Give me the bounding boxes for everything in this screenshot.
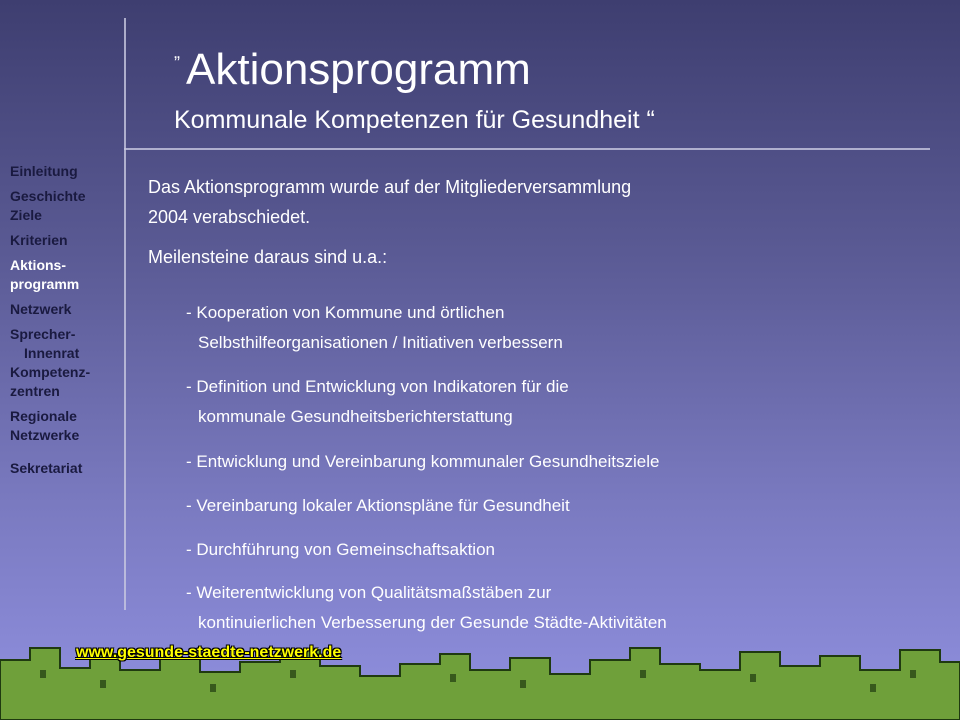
bullet-line-2: Selbsthilfeorganisationen / Initiativen verbessern bbox=[198, 333, 563, 352]
bullet-line-1: - Entwicklung und Vereinbarung kommunaler Gesundheitsziele bbox=[186, 452, 660, 471]
bullet-line-2: kontinuierlichen Verbesserung der Gesunde Städte-Aktivitäten bbox=[198, 613, 667, 632]
horizontal-divider bbox=[124, 148, 930, 150]
nav-item-kompetenz[interactable]: Kompetenz- bbox=[10, 364, 91, 380]
bullet-item bbox=[186, 578, 667, 638]
bullet-line-1: - Durchführung von Gemeinschaftsaktion bbox=[186, 540, 495, 559]
intro-line-1: Das Aktionsprogramm wurde auf der Mitgliederversammlung bbox=[148, 177, 632, 197]
bullet-line-1: - Weiterentwicklung von Qualitätsmaßstäben zur bbox=[186, 583, 552, 602]
bullet-line-1: - Definition und Entwicklung von Indikatoren für die bbox=[186, 377, 569, 396]
bullet-item bbox=[186, 372, 569, 432]
nav-item-geschichte[interactable]: Geschichte bbox=[10, 188, 86, 204]
nav-item-netzwerke[interactable]: Netzwerke bbox=[10, 427, 80, 443]
main-content bbox=[148, 172, 631, 272]
bullet-line-2: kommunale Gesundheitsberichterstattung bbox=[198, 407, 513, 426]
page-subtitle: Kommunale Kompetenzen für Gesundheit “ bbox=[174, 106, 655, 134]
intro-line-2: 2004 verabschiedet. bbox=[148, 207, 311, 227]
nav-item-kriterien[interactable]: Kriterien bbox=[10, 232, 68, 248]
bullet-item bbox=[186, 447, 659, 477]
nav-item-innenrat[interactable]: Innenrat bbox=[24, 345, 80, 361]
bullet-item bbox=[186, 298, 563, 358]
nav-item-zentren[interactable]: zentren bbox=[10, 383, 60, 399]
nav-item-sprecher[interactable]: Sprecher- bbox=[10, 326, 76, 342]
page-title bbox=[174, 42, 531, 98]
title-open-quote: „ bbox=[174, 42, 180, 62]
nav-item-ziele[interactable]: Ziele bbox=[10, 207, 42, 223]
milestones-heading: Meilensteine daraus sind u.a.: bbox=[148, 247, 388, 267]
bullet-item bbox=[186, 491, 570, 521]
website-link[interactable]: www.gesunde-staedte-netzwerk.de bbox=[76, 644, 342, 661]
nav-item-netzwerk[interactable]: Netzwerk bbox=[10, 301, 72, 317]
nav-item-regionale[interactable]: Regionale bbox=[10, 408, 77, 424]
side-nav bbox=[10, 162, 125, 478]
bullet-line-1: - Vereinbarung lokaler Aktionspläne für Gesundheit bbox=[186, 496, 570, 515]
nav-item-programm[interactable]: programm bbox=[10, 276, 80, 292]
title-main: Aktionsprogramm bbox=[186, 45, 531, 94]
bullet-item bbox=[186, 535, 495, 565]
nav-item-sekretariat[interactable]: Sekretariat bbox=[10, 460, 83, 476]
nav-item-aktions[interactable]: Aktions- bbox=[10, 257, 66, 273]
nav-item-einleitung[interactable]: Einleitung bbox=[10, 163, 78, 179]
bullet-line-1: - Kooperation von Kommune und örtlichen bbox=[186, 303, 505, 322]
